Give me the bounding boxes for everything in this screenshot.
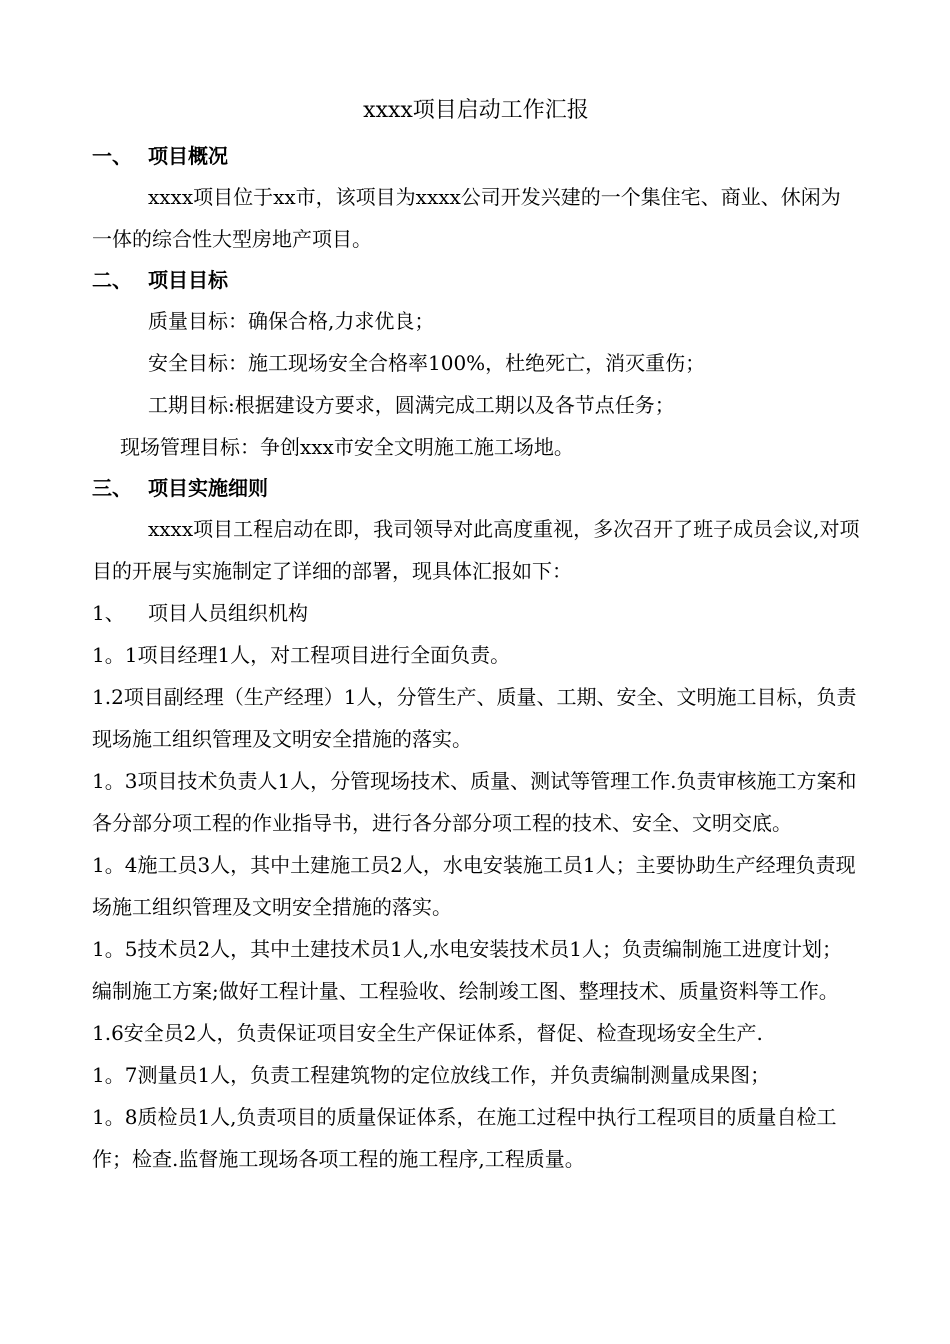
- section-title: 项目目标: [148, 268, 228, 292]
- list-item: 1.6安全员2人，负责保证项目安全生产保证体系，督促、检查现场安全生产.: [92, 1021, 763, 1045]
- section-heading-overview: [92, 136, 860, 176]
- goal-schedule: 工期目标:根据建设方要求，圆满完成工期以及各节点任务；: [148, 393, 675, 417]
- section-heading-goals: [92, 260, 860, 300]
- list-item: 1。8质检员1人,负责项目的质量保证体系，在施工过程中执行工程项目的质量自检工作；检查.监督施工现场各项工程的施工程序,工程质量。: [92, 1105, 837, 1171]
- document-title: xxxx项目启动工作汇报: [363, 98, 589, 123]
- section-number: 一、: [92, 144, 132, 168]
- list-item: 1.2项目副经理（生产经理）1人，分管生产、质量、工期、安全、文明施工目标，负责现场施工组织管理及文明安全措施的落实。: [92, 685, 857, 751]
- section-title: 项目概况: [148, 144, 228, 168]
- paragraph-overview: xxxx项目位于xx市，该项目为xxxx公司开发兴建的一个集住宅、商业、休闲为一体的综合性大型房地产项目。: [92, 185, 841, 251]
- subsection-title: [92, 592, 860, 634]
- list-item: 1。7测量员1人，负责工程建筑物的定位放线工作，并负责编制测量成果图；: [92, 1063, 771, 1087]
- section-title: 项目实施细则: [148, 476, 268, 500]
- paragraph-implementation: xxxx项目工程启动在即，我司领导对此高度重视，多次召开了班子成员会议,对项目的开展与实施制定了详细的部署，现具体汇报如下：: [92, 517, 860, 583]
- section-number: 三、: [92, 476, 132, 500]
- list-item: 1。4施工员3人，其中土建施工员2人，水电安装施工员1人；主要协助生产经理负责现场施工组织管理及文明安全措施的落实。: [92, 853, 856, 919]
- list-item: 1。5技术员2人，其中土建技术员1人,水电安装技术员1人；负责编制施工进度计划；编制施工方案;做好工程计量、工程验收、绘制竣工图、整理技术、质量资料等工作。: [92, 937, 842, 1003]
- document-page: [92, 92, 860, 1180]
- goal-safety: 安全目标：施工现场安全合格率100%，杜绝死亡，消灭重伤；: [148, 351, 706, 375]
- list-item: 1。1项目经理1人，对工程项目进行全面负责。: [92, 643, 511, 667]
- subsection-number: 1、: [92, 601, 125, 625]
- section-heading-implementation: [92, 468, 860, 508]
- goal-quality: 质量目标：确保合格,力求优良；: [148, 309, 435, 333]
- list-item: 1。3项目技术负责人1人，分管现场技术、质量、测试等管理工作.负责审核施工方案和各分部分项工程的作业指导书，进行各分部分项工程的技术、安全、文明交底。: [92, 769, 857, 835]
- subsection-heading: 项目人员组织机构: [148, 601, 308, 625]
- section-number: 二、: [92, 268, 132, 292]
- goal-site-management: 现场管理目标：争创xxx市安全文明施工施工场地。: [120, 435, 574, 459]
